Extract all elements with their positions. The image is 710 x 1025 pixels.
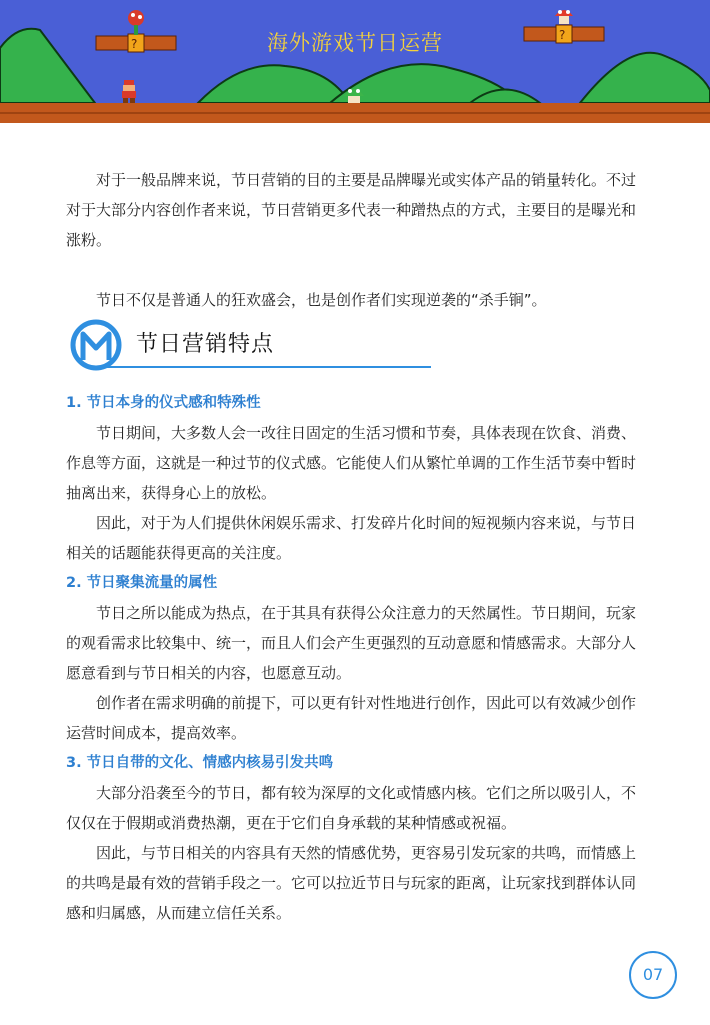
point-paragraph: 节日期间，大多数人会一改往日固定的生活习惯和节奏，具体表现在饮食、消费、作息等方面，这就是一种过节的仪式感。它能使人们从繁忙单调的工作生活节奏中暂时抽离出来，获得身心上的放松。 (66, 424, 637, 502)
section-title: 节日营销特点 (136, 332, 275, 357)
point-heading: 1. 节日本身的仪式感和特殊性 (66, 395, 261, 411)
svg-text:?: ? (559, 28, 566, 42)
point-paragraph: 因此，对于为人们提供休闲娱乐需求、打发碎片化时间的短视频内容来说，与节日相关的话题能获得更高的关注度。 (66, 514, 637, 562)
header-banner (0, 0, 710, 123)
point-paragraph: 创作者在需求明确的前提下，可以更有针对性地进行创作，因此可以有效减少创作运营时间成本，提高效率。 (66, 694, 637, 742)
point-paragraph: 大部分沿袭至今的节日，都有较为深厚的文化或情感内核。它们之所以吸引人，不仅仅在于假期或消费热潮，更在于它们自身承载的某种情感或祝福。 (66, 784, 637, 832)
page-number: 07 (629, 951, 677, 999)
intro-section (66, 165, 646, 315)
page-header-title: 海外游戏节日运营 (267, 31, 443, 55)
features-list (66, 388, 646, 928)
point-heading: 3. 节日自带的文化、情感内核易引发共鸣 (66, 755, 334, 771)
intro-paragraph: 节日不仅是普通人的狂欢盛会，也是创作者们实现逆袭的“杀手锏”。 (96, 291, 547, 309)
point-heading: 2. 节日聚集流量的属性 (66, 575, 218, 591)
brick-ground-illustration (0, 103, 710, 123)
svg-text:?: ? (131, 37, 138, 51)
point-paragraph: 节日之所以能成为热点，在于其具有获得公众注意力的天然属性。节日期间，玩家的观看需求比较集中、统一，而且人们会产生更强烈的互动意愿和情感需求。大部分人愿意看到与节日相关的内容，也愿意互动。 (66, 604, 637, 682)
point-paragraph: 因此，与节日相关的内容具有天然的情感优势，更容易引发玩家的共鸣，而情感上的共鸣是最有效的营销手段之一。它可以拉近节日与玩家的距离，让玩家找到群体认同感和归属感，从而建立信任关系。 (66, 844, 637, 922)
intro-paragraph: 对于一般品牌来说，节日营销的目的主要是品牌曝光或实体产品的销量转化。不过对于大部分内容创作者来说，节日营销更多代表一种蹭热点的方式，主要目的是曝光和涨粉。 (66, 171, 637, 249)
section-heading (66, 318, 436, 378)
